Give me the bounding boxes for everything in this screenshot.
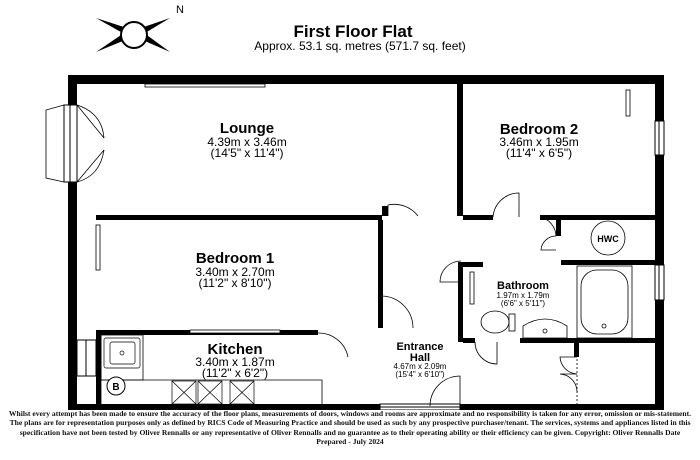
lounge-imperial: (14'5" x 11'4") [210,146,284,160]
bathroom-metric: 1.97m x 1.79m [496,291,550,300]
lounge-metric: 4.39m x 3.46m [207,135,287,149]
plan-subtitle: Approx. 53.1 sq. metres (571.7 sq. feet) [254,39,466,53]
basin-icon [523,319,567,338]
compass-icon [96,4,184,52]
hot-water-cylinder-icon [591,221,625,255]
room-lounge [207,120,286,160]
bath-icon [577,266,632,338]
bedroom1-name: Bedroom 1 [195,250,275,267]
hwc-label: HWC [597,234,619,244]
boiler-icon [107,377,125,395]
boiler-label: B [112,382,120,393]
room-bathroom [497,280,550,308]
kitchen-name: Kitchen [207,341,263,358]
bedroom2-imperial: (11'4" x 6'5") [505,146,573,160]
windows [64,105,664,410]
room-kitchen [195,341,274,380]
kitchen-metric: 3.40m x 1.87m [195,355,275,369]
bathroom-imperial: (6'6" x 5'11") [500,299,546,308]
bedroom1-imperial: (11'2" x 8'10") [198,276,272,290]
bedroom2-name: Bedroom 2 [499,121,579,138]
hob-icon [172,381,254,404]
hall-name-line1: Entrance [396,341,444,353]
plan-title: First Floor Flat [293,22,413,41]
disclaimer-text: Whilst every attempt has been made to ensure the accuracy of the floor plans, measurements of doors, windows and rooms are approximate and no responsibility is taken for any error, omission or mis-statement. The plans are for representation purposes only as defined by RICS Code of Measuring Practice and should be used as such by any prospective purchaser/tenant. The services, systems and appliances listed in this specification have not been tested by Oliver Rennalls or any representative of Oliver Rennalls and no guarantee as to their operating ability or their efficiency can be given. Copyright: Oliver Rennalls Date Prepared - July 2024 [8,409,692,447]
hall-metric: 4.67m x 2.09m [393,362,447,371]
hall-imperial: (15'4" x 6'10") [395,370,445,379]
kitchen-imperial: (11'2" x 6'2") [201,366,269,380]
compass-north-label: N [176,4,184,16]
bathroom-name: Bathroom [497,280,549,292]
kitchen-sink-icon [104,338,140,368]
room-entrance-hall [394,341,447,379]
room-bedroom-2 [499,121,578,160]
lounge-name: Lounge [219,120,275,137]
room-bedroom-1 [195,250,274,290]
toilet-icon [481,311,515,333]
bedroom1-metric: 3.40m x 2.70m [195,265,275,279]
bedroom2-metric: 3.46m x 1.95m [499,135,579,149]
hall-name-line2: Hall [409,352,431,364]
